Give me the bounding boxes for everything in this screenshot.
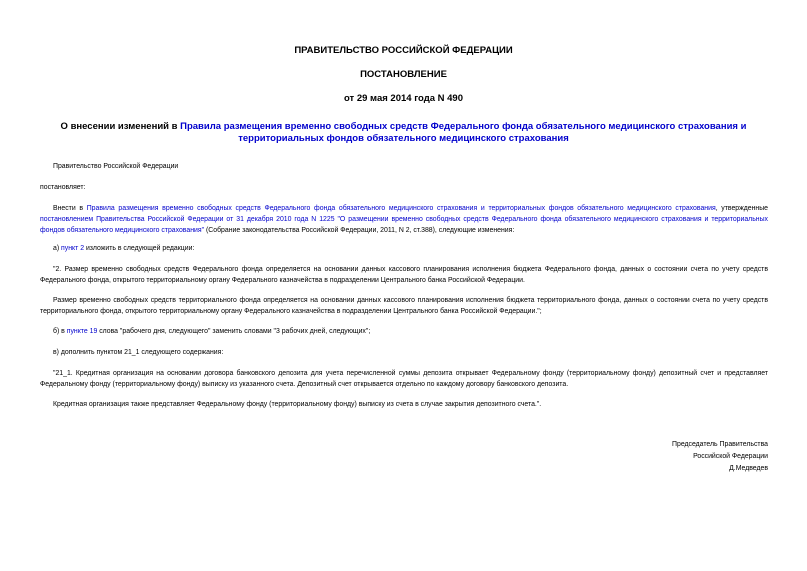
paragraph-item-c: в) дополнить пунктом 21_1 следующего содержания: [53, 349, 224, 356]
paragraph-closing-statement: Кредитная организация также представляет Федеральному фонду (территориальному фонду) выписку из счета в случае закрытия депозитного счета.". [53, 401, 542, 408]
paragraph-resolves: постановляет: [40, 184, 86, 191]
p3-text-1: Внести в [53, 205, 87, 212]
clause-19-link[interactable]: пункте 19 [66, 328, 98, 335]
p3-text-2: , утвержденные [715, 205, 768, 212]
title-prefix: О внесении изменений в [60, 121, 181, 132]
signature-name: Д.Медведев [729, 465, 768, 472]
document-type-heading: ПОСТАНОВЛЕНИЕ [360, 69, 447, 80]
p4-text-1: а) [53, 245, 62, 252]
p7-text-2: слова "рабочего дня, следующего" заменить словами "3 рабочих дней, следующих"; [97, 328, 371, 335]
resolution-1225-link[interactable]: постановлением Правительства Российской Федерации от 31 декабря 2010 года N 1225 "О размещении временно свободных средств Федерального фонда обязательного медицинского страхования и территориальных фондов обязательного медицинского страхования" [40, 216, 768, 234]
paragraph-item-a [40, 243, 768, 254]
rules-link[interactable]: Правила размещения временно свободных средств Федерального фонда обязательного медицинского страхования и территориальных фондов обязательного медицинского страхования [86, 205, 716, 212]
government-heading: ПРАВИТЕЛЬСТВО РОССИЙСКОЙ ФЕДЕРАЦИИ [294, 45, 513, 56]
title-rules-link[interactable]: Правила размещения временно свободных средств Федерального фонда обязательного медицинского страхования и территориальных фондов обязательного медицинского страхования [180, 121, 747, 144]
document-title [34, 121, 773, 145]
p3-text-3: (Собрание законодательства Российской Федерации, 2011, N 2, ст.388), следующие изменения: [204, 227, 515, 234]
signature-country: Российской Федерации [693, 453, 768, 460]
clause-2-link[interactable]: пункт 2 [61, 245, 85, 252]
paragraph-clause-21-1: "21_1. Кредитная организация на основании договора банковского депозита для учета перечисленной суммы депозита открывает Федеральному фонду (территориальному фонду) депозитный счет и представляет Федеральному фонду (территориальному фонду) выписку из указанного счета. Депозитный счет открывается отдельно по каждому договору банковского депозита. [40, 370, 768, 388]
paragraph-clause-2-territorial: Размер временно свободных средств территориального фонда определяется на основании данных кассового планирования исполнения бюджета территориального фонда, данных о состоянии счета по учету средств территориального фонда, открытого территориальному органу Федерального казначейства в подразделении Центрального банка Российской Федерации."; [40, 297, 768, 315]
paragraph-government: Правительство Российской Федерации [53, 163, 179, 170]
paragraph-item-b [40, 326, 768, 337]
date-number-heading: от 29 мая 2014 года N 490 [343, 93, 464, 104]
paragraph-clause-2-federal: "2. Размер временно свободных средств Федерального фонда определяется на основании данных кассового планирования исполнения бюджета Федерального фонда, данных о состоянии счета по учету средств Федерального фонда, открытого территориальному органу Федерального казначейства в подразделении Центрального банка Российской Федерации. [40, 266, 768, 284]
paragraph-amendments-intro [40, 203, 768, 236]
p7-text-1: б) в [53, 328, 67, 335]
p4-text-2: изложить в следующей редакции: [84, 245, 195, 252]
signature-title: Председатель Правительства [672, 441, 768, 448]
